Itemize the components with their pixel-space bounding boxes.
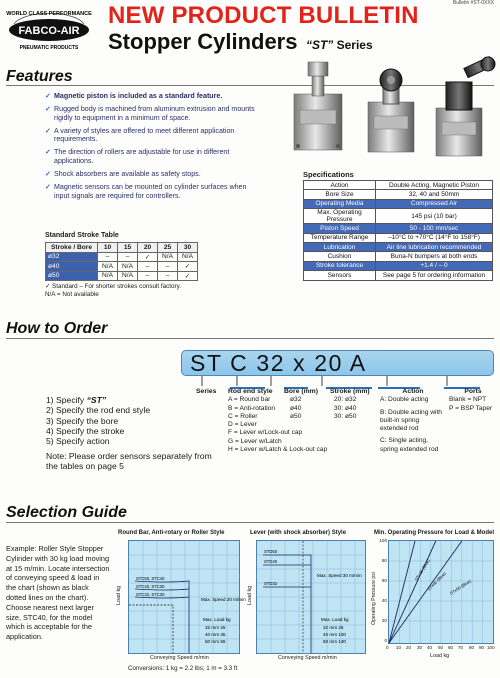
table-row [304,261,493,270]
spec-value: –10°C to +70°C (14°F to 158°F) [376,233,493,242]
specifications-table [303,180,493,281]
spec-label: Cushion [304,252,376,261]
table-cell: N/A [178,252,198,262]
stroke-header: Stroke (mm) [330,388,370,395]
spec-value: Buna-N bumpers at both ends [376,252,493,261]
rod-end-option: B = Anti-rotation [228,404,276,412]
x-tick: 0 [386,645,389,650]
chart-2-series-label: STD50 [264,549,278,554]
rod-end-option: A = Round bar [228,396,271,404]
order-step: 5) Specify action [46,436,110,447]
order-col-stroke [330,388,370,421]
page-title: NEW PRODUCT BULLETIN [108,2,419,29]
chart-2-annotation: 50 mm 130 [323,639,346,644]
y-tick: 100 [379,538,387,543]
chart-1-title: Round Bar, Anti-rotary or Roller Style [118,530,225,536]
spec-value: See page 5 for ordering information [376,271,493,280]
rod-end-option: G = Lever w/Latch [228,437,282,445]
spec-label: Bore Size [304,190,376,199]
table-cell: N/A [118,262,138,272]
how-to-order-title: How to Order [6,320,108,337]
ports-option: P = BSP Taper [449,404,493,412]
chart-2-title: Lever (with shock absorber) Style [250,530,347,536]
x-tick: 100 [487,645,495,650]
x-tick: 40 [427,645,433,650]
order-step: 2) Specify the rod end style [46,405,151,416]
stroke-option: 30: ø40 [334,404,357,412]
x-tick: 20 [406,645,412,650]
table-cell: – [98,252,118,262]
chart-2 [256,540,366,654]
spec-label: Sensors [304,271,376,280]
table-cell: N/A [158,252,178,262]
chart-1-annotation: 32 mm 25 [205,625,226,630]
logo-top-text: WORLD CLASS PERFORMANCE [6,11,92,17]
product-photo-round-bar [294,62,342,150]
y-tick: 80 [381,558,387,563]
table-row [304,252,493,261]
chart-1-annotation: Max. Load kg [203,617,231,622]
table-cell: – [158,271,178,281]
spec-value: 145 psi (10 bar) [376,209,493,224]
specifications-title: Specifications [303,170,354,179]
stroke-table-title: Standard Stroke Table [45,232,119,239]
fabco-air-logo [6,4,92,54]
table-row [304,242,493,251]
feature-item: ✓ Magnetic piston is included as a standard feature. [45,92,223,100]
selection-example: Example: Roller Style Stopper Cylinder with 30 kg load moving at 15 m/min. Locate intersection of conveying speed & load in the chart (shown as black dotted lines on the chart). Choose nearest next larger size, STC40, for the model which is acceptable for the application. [6,544,110,642]
chart-1-xlabel: Conveying Speed m/min [150,655,209,661]
spec-label: Piston Speed [304,224,376,233]
chart-1-annotation: 40 mm 35 [205,632,226,637]
chart-2-xlabel: Conveying Speed m/min [278,655,337,661]
feature-item: ✓ A variety of styles are offered to meet different application requirements. [45,126,235,144]
spec-value: 32, 40 and 50mm [376,190,493,199]
check-icon: ✓ [45,170,51,179]
bulletin-number: Bulletin #ST-0XXX [452,0,494,6]
rod-end-header: Rod end style [228,388,273,395]
chart-1-series-label: STC50, STC40 [136,576,165,581]
series-em: “ST” [86,395,107,405]
stroke-option: 30: ø50 [334,412,357,420]
product-photo-lever [436,57,495,156]
spec-label: Lubrication [304,242,376,251]
table-cell: ✓ [178,262,198,272]
table-header: 10 [98,243,118,253]
order-col-ports [449,388,497,413]
table-header: 20 [138,243,158,253]
series-header: Series [196,388,217,395]
selection-guide-rule [6,522,494,523]
stroke-table-notes [45,283,181,298]
order-step: 3) Specify the bore [46,415,119,426]
spec-label: Operating Media [304,199,376,208]
chart-3-series-line-1 [389,541,415,643]
product-photo-roller [368,69,414,152]
chart-2-annotation: Max. Load kg [321,617,349,622]
spec-value: Compressed Air [376,199,493,208]
feature-item: ✓ Magnetic sensors can be mounted on cylinder surfaces when input signals are required for controllers. [45,183,247,200]
logo-brand: FABCO-AIR [18,25,80,37]
chart-1-ylabel: Load kg [116,585,122,605]
spec-label: Temperature Range [304,233,376,242]
bore-option: ø32 [290,396,302,404]
order-col-action [380,388,446,454]
feature-item: ✓ Rugged body is machined from aluminum extrusion and mounts rigidly to equipment in a minimum of space. [45,105,255,122]
table-row [46,252,198,262]
chart-3 [388,540,494,644]
bore-option: ø50 [290,412,302,420]
table-row [304,199,493,208]
table-cell: N/A [98,271,118,281]
order-col-series [196,388,216,396]
chart-2-ylabel: Load kg [247,585,253,605]
spec-value: Double Acting, Magnetic Piston [376,181,493,190]
y-tick: 60 [381,578,387,583]
spec-label: Stroke tolerance [304,261,376,270]
table-cell: N/A [98,262,118,272]
feature-item: ✓ Shock absorbers are available as safety stops. [45,170,201,179]
rod-end-option: D = Lever [228,421,257,429]
chart-1-series-label: STC32, STC30 [136,592,165,597]
rod-end-option: C = Roller [228,412,258,420]
x-tick: 50 [438,645,444,650]
table-cell: ø50 [46,271,98,281]
table-cell: ✓ [138,252,158,262]
chart-2-annotation: 32 mm 25 [323,625,344,630]
ports-option: Blank = NPT [449,396,487,404]
stroke-table [45,242,198,281]
table-cell: – [138,271,158,281]
series-quote: “ST” [305,38,334,52]
chart-1-series-label: STC40, STC30 [136,584,165,589]
spec-value: 50 - 100 mm/sec [376,224,493,233]
chart-1-annotation: Max. Speed 20 m/min [201,597,246,602]
table-cell: – [118,252,138,262]
table-header: 25 [158,243,178,253]
chart-3-title: Min. Operating Pressure for Load & Model [374,530,495,536]
chart-3-series-label: STx40 (Blue) [426,570,447,592]
spec-value: +1.4 / – 0 [376,261,493,270]
check-icon: ✓ [45,92,51,100]
series-word: Series [336,38,373,52]
x-tick: 90 [479,645,485,650]
table-row [304,271,493,280]
chart-3-xlabel: Load kg [430,653,450,659]
x-tick: 30 [417,645,423,650]
chart-2-annotation: 40 mm 100 [323,632,346,637]
features-list [45,92,260,205]
x-tick: 10 [396,645,402,650]
order-note: Note: Please order sensors separately from the tables on page 5 [46,451,212,471]
stroke-note-1: ✓ Standard – For shorter strokes consult factory. [45,283,182,290]
table-header: 15 [118,243,138,253]
check-icon: ✓ [45,126,51,135]
chart-3-series-label: STx32 (Blue) [413,558,431,582]
chart-2-annotation: Max. Speed 30 m/min [317,573,362,578]
table-header-row [46,243,198,253]
table-row [304,233,493,242]
table-row [304,181,493,190]
bore-option: ø40 [290,404,302,412]
table-cell: ✓ [178,271,198,281]
spec-label: Action [304,181,376,190]
ports-header: Ports [464,388,482,395]
x-tick: 60 [448,645,454,650]
chart-1 [128,540,246,654]
how-to-order-rule [6,338,494,339]
order-col-bore [284,388,318,421]
table-cell: N/A [118,271,138,281]
stroke-note-2: N/A = Not available [45,290,99,298]
chart-3-ylabel: Operating Pressure psi [371,571,377,625]
logo-bottom-text: PNEUMATIC PRODUCTS [19,45,79,51]
action-header: Action [402,388,424,395]
order-steps [46,395,150,446]
action-option: A: Double acting [380,396,429,404]
y-tick: 40 [381,598,387,603]
y-tick: 20 [381,618,387,623]
table-row [304,190,493,199]
selection-guide-title: Selection Guide [6,504,127,521]
table-row [46,271,198,281]
table-cell: – [158,262,178,272]
rod-end-option: H = Lever w/Latch & Lock-out cap [228,446,328,454]
x-tick: 80 [469,645,475,650]
features-title: Features [6,68,73,85]
order-step: 4) Specify the stroke [46,425,125,436]
x-tick: 70 [458,645,464,650]
chart-3-y-ticks [378,540,388,644]
y-tick: 0 [384,638,387,643]
chart-2-series-label: STD32 [264,581,278,586]
rod-end-option: F = Lever w/Lock-out cap [228,429,303,437]
product-photos [286,58,496,163]
table-cell: – [138,262,158,272]
chart-1-annotation: 50 mm 55 [205,639,226,644]
stroke-option: 20: ø32 [334,396,357,404]
spec-value: Air line lubrication recommended [376,242,493,251]
bore-header: Bore (mm) [284,388,318,395]
table-row [304,224,493,233]
spec-label: Max. Operating Pressure [304,209,376,224]
table-header: Stroke / Bore [46,243,98,253]
table-cell: ø40 [46,262,98,272]
table-header: 30 [178,243,198,253]
page-subtitle: Stopper Cylinders [108,29,298,54]
action-option: B: Double acting with built-in spring extended rod [380,408,442,433]
order-code: ST C 32 x 20 A [190,350,367,376]
chart-3-series-label: STx50 (Blue) [448,578,473,596]
check-icon: ✓ [45,183,51,192]
feature-item: ✓ The direction of rollers are adjustable for use in different applications. [45,148,230,166]
conversions-note: Conversions: 1 kg = 2.2 lbs; 1 m = 3.3 ft [128,665,238,672]
table-cell: ø32 [46,252,98,262]
order-step: 1) Specify “ST” [46,395,107,405]
action-option: C: Single acting, spring extended rod [380,437,439,453]
chart-2-series-label: STD40 [264,559,278,564]
subtitle-row [108,29,373,55]
series-tag [306,38,373,52]
check-icon: ✓ [45,105,51,114]
chart-3-x-ticks [388,645,494,653]
table-row [46,262,198,272]
table-row [304,209,493,224]
check-icon: ✓ [45,148,51,157]
